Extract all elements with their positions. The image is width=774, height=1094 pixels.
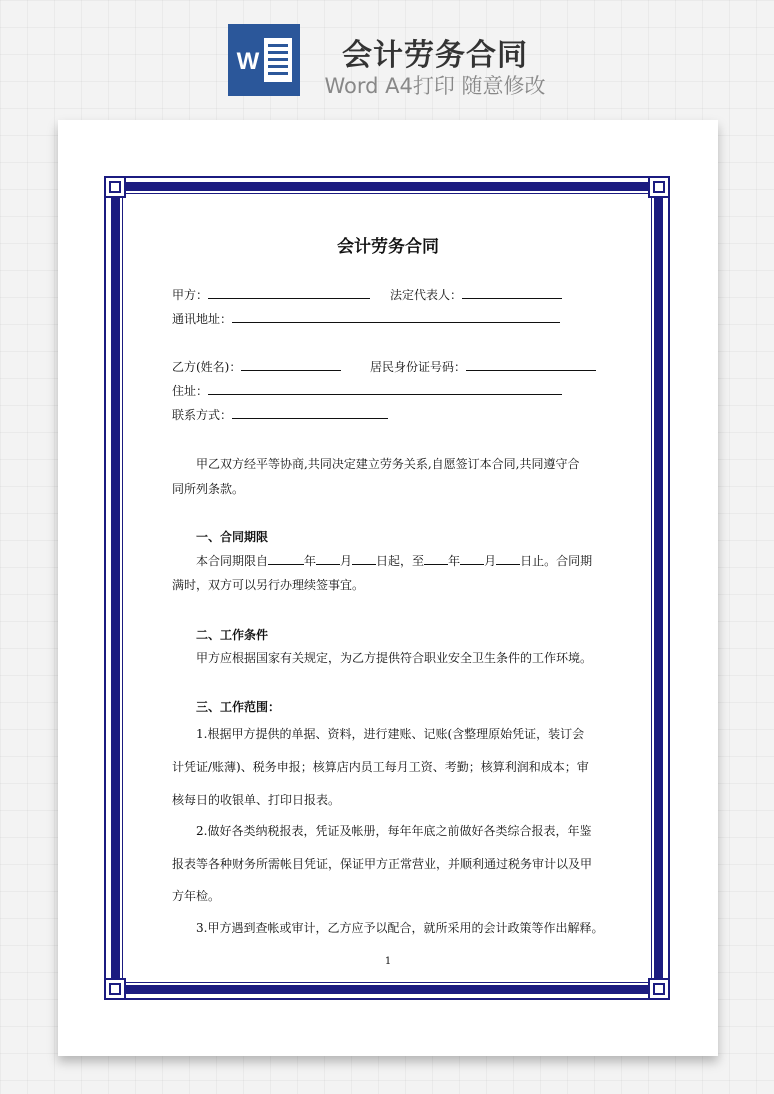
contact-line <box>172 406 388 423</box>
start-label: 日起，至 <box>376 554 425 568</box>
start-year-blank[interactable] <box>268 552 304 565</box>
header-subtitle: Word A4打印 随意修改 <box>324 74 546 98</box>
page-number: 1 <box>384 956 392 967</box>
party-a-line <box>172 286 370 303</box>
party-b-line <box>172 358 341 375</box>
item-2-line-1: 2.做好各类纳税报表，凭证及帐册，每年年底之前做好各类综合报表，年鉴 <box>196 824 592 838</box>
year-label: 年 <box>448 554 461 568</box>
section-2-heading: 二、工作条件 <box>196 628 269 642</box>
start-month-blank[interactable] <box>316 552 340 565</box>
logo-letter: W <box>236 48 260 75</box>
section-1-text: 本合同期限自 <box>196 554 269 568</box>
item-1-line-3: 核每日的收银单、打印日报表。 <box>172 793 341 807</box>
item-3-line-1: 3.甲方遇到查帐或审计，乙方应予以配合，就所采用的会计政策等作出解释。 <box>196 921 604 935</box>
legal-rep-label: 法定代表人： <box>390 288 463 302</box>
address-label: 通讯地址： <box>172 312 233 326</box>
intro-line-2: 同所列条款。 <box>172 482 245 496</box>
word-logo-icon <box>228 24 300 96</box>
id-line <box>370 358 596 375</box>
contact-blank[interactable] <box>232 406 388 419</box>
month-label: 月 <box>340 554 353 568</box>
end-day-blank[interactable] <box>496 552 520 565</box>
end-year-blank[interactable] <box>424 552 448 565</box>
start-day-blank[interactable] <box>352 552 376 565</box>
section-1-line-2: 满时，双方可以另行办理续签事宜。 <box>172 578 365 592</box>
end-label: 日止。合同期 <box>520 554 593 568</box>
item-1-line-1: 1.根据甲方提供的单据、资料，进行建账、记账(含整理原始凭证，装订会 <box>196 727 585 741</box>
intro-line-1: 甲乙双方经平等协商,共同决定建立劳务关系,自愿签订本合同,共同遵守合 <box>196 457 580 471</box>
frame-corner <box>104 176 126 198</box>
month-label: 月 <box>484 554 497 568</box>
legal-rep-blank[interactable] <box>462 286 562 299</box>
document-title: 会计劳务合同 <box>337 237 439 257</box>
party-a-blank[interactable] <box>208 286 370 299</box>
residence-blank[interactable] <box>208 382 562 395</box>
id-blank[interactable] <box>466 358 596 371</box>
address-line <box>172 310 560 327</box>
section-1-line-1 <box>196 552 592 569</box>
residence-line <box>172 382 562 399</box>
legal-rep-line <box>390 286 562 303</box>
contact-label: 联系方式： <box>172 408 233 422</box>
item-2-line-2: 报表等各种财务所需帐目凭证，保证甲方正常营业，并顺利通过税务审计以及甲 <box>172 857 593 871</box>
frame-corner <box>104 978 126 1000</box>
section-3-heading: 三、工作范围： <box>196 700 281 714</box>
end-month-blank[interactable] <box>460 552 484 565</box>
item-2-line-3: 方年检。 <box>172 889 221 903</box>
id-label: 居民身份证号码： <box>370 360 467 374</box>
frame-corner <box>648 176 670 198</box>
section-2-line-1: 甲方应根据国家有关规定，为乙方提供符合职业安全卫生条件的工作环境。 <box>196 651 593 665</box>
party-b-label: 乙方(姓名)： <box>172 360 242 374</box>
section-1-heading: 一、合同期限 <box>196 530 269 544</box>
party-b-blank[interactable] <box>241 358 341 371</box>
header-title: 会计劳务合同 <box>342 38 528 73</box>
address-blank[interactable] <box>232 310 560 323</box>
frame-corner <box>648 978 670 1000</box>
party-a-label: 甲方： <box>172 288 209 302</box>
residence-label: 住址： <box>172 384 209 398</box>
item-1-line-2: 计凭证/账薄)、税务申报；核算店内员工每月工资、考勤；核算利润和成本；审 <box>172 760 589 774</box>
document-sheet <box>58 120 718 1056</box>
year-label: 年 <box>304 554 317 568</box>
